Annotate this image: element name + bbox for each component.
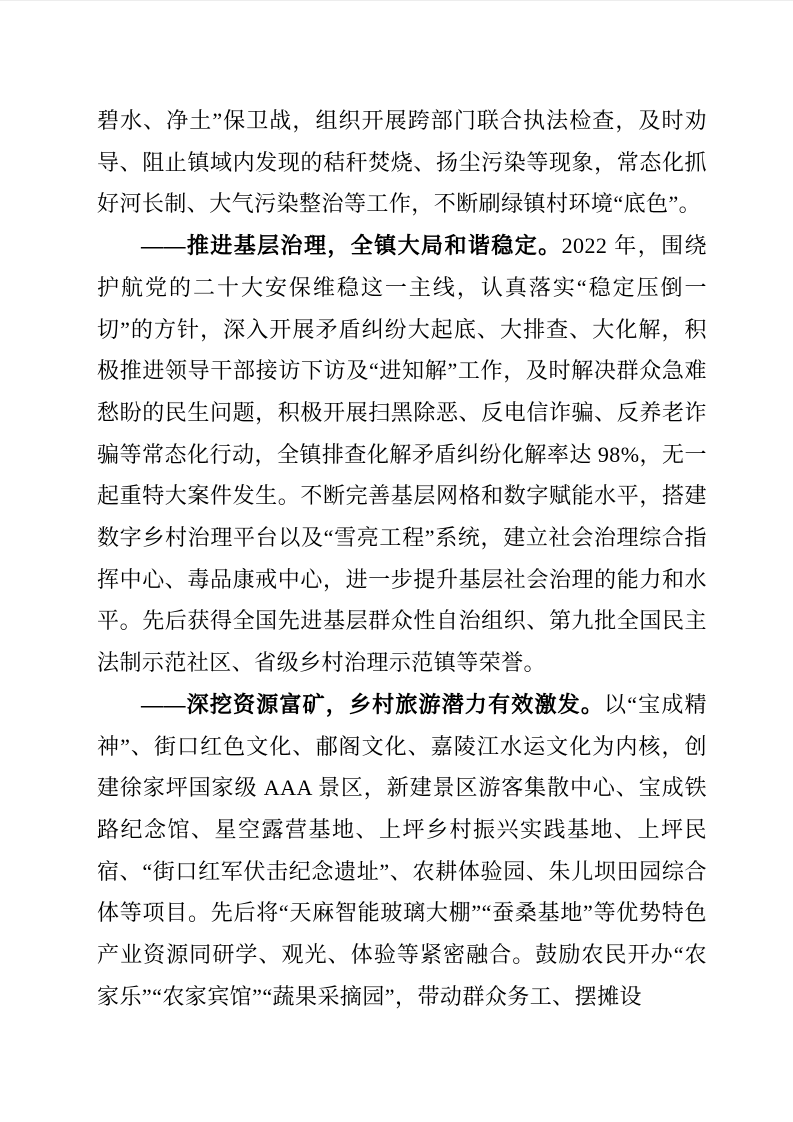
paragraph-text: 2022 年，围绕护航党的二十大安保维稳这一主线，认真落实“稳定压倒一切”的方针，深入开展矛盾纠纷大起底、大排查、大化解，积极推进领导干部接访下访及“进知解”工作，及时解决群众急难愁盼的民生问题，积极开展扫黑除恶、反电信诈骗、反养老诈骗等常态化行动，全镇排查化解矛盾纠纷化解率达 98%，无一起重特大案件发生。不断完善基层网格和数字赋能水平，搭建数字乡村治理平台以及“雪亮工程”系统，建立社会治理综合指挥中心、毒品康戒中心，进一步提升基层社会治理的能力和水平。先后获得全国先进基层群众性自治组织、第九批全国民主法制示范社区、省级乡村治理示范镇等荣誉。 <box>97 233 707 676</box>
paragraph <box>97 100 707 225</box>
paragraph <box>97 684 707 1018</box>
paragraph <box>97 225 707 684</box>
paragraph-lead-emphasis: ——推进基层治理，全镇大局和谐稳定。 <box>141 233 562 259</box>
paragraph-text: 以“宝成精神”、街口红色文化、郙阁文化、嘉陵江水运文化为内核，创建徐家坪国家级 AAA 景区，新建景区游客集散中心、宝成铁路纪念馆、星空露营基地、上坪乡村振兴实践基地、上坪民宿、“街口红军伏击纪念遗址”、农耕体验园、朱儿坝田园综合体等项目。先后将“天麻智能玻璃大棚”“蚕桑基地”等优势特色产业资源同研学、观光、体验等紧密融合。鼓励农民开办“农家乐”“农家宾馆”“蔬果采摘园”，带动群众务工、摆摊设 <box>97 691 707 1009</box>
document-body <box>97 100 707 1017</box>
paragraph-lead-emphasis: ——深挖资源富矿，乡村旅游潜力有效激发。 <box>141 691 605 717</box>
paragraph-text: 碧水、净土”保卫战，组织开展跨部门联合执法检查，及时劝导、阻止镇域内发现的秸秆焚烧、扬尘污染等现象，常态化抓好河长制、大气污染整治等工作，不断刷绿镇村环境“底色”。 <box>97 108 707 217</box>
